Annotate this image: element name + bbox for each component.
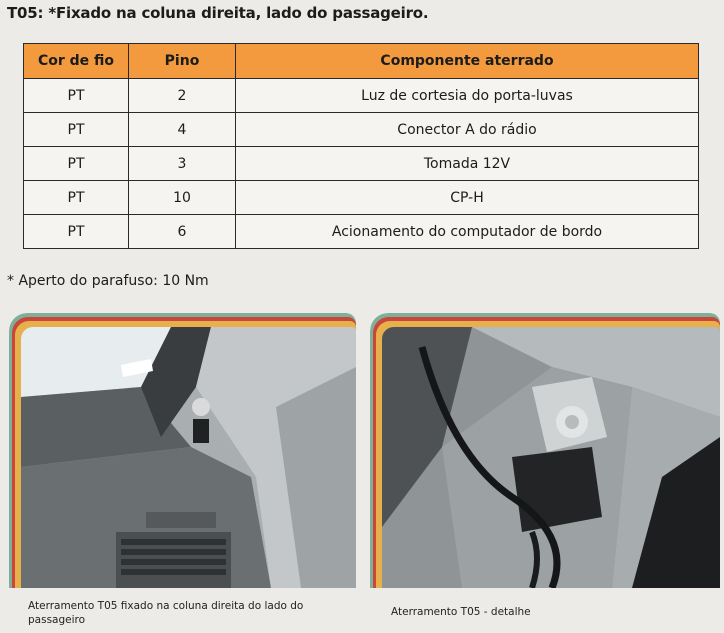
caption-right: Aterramento T05 - detalhe (391, 606, 531, 618)
photo-ground-detail (382, 327, 720, 588)
header-pin: Pino (129, 44, 236, 79)
table-row (24, 113, 699, 147)
torque-note: * Aperto do parafuso: 10 Nm (7, 273, 209, 289)
caption-left-line2: passageiro (28, 614, 86, 626)
cell-component: Conector A do rádio (236, 113, 699, 147)
caption-left-line1: Aterramento T05 fixado na coluna direita do lado do (28, 600, 304, 612)
cell-pin: 6 (129, 215, 236, 249)
table-row (24, 215, 699, 249)
header-wire-color: Cor de fio (24, 44, 129, 79)
cell-wire-color: PT (24, 181, 129, 215)
page-title: T05: *Fixado na coluna direita, lado do passageiro. (7, 4, 429, 22)
caption-left (28, 599, 303, 627)
cell-wire-color: PT (24, 215, 129, 249)
cell-pin: 2 (129, 79, 236, 113)
cell-pin: 3 (129, 147, 236, 181)
cell-wire-color: PT (24, 113, 129, 147)
header-component: Componente aterrado (236, 44, 699, 79)
photo-frame-right (370, 313, 720, 588)
table-header-row (24, 44, 699, 79)
ground-points-table (23, 43, 699, 249)
cell-component: Luz de cortesia do porta-luvas (236, 79, 699, 113)
table-row (24, 79, 699, 113)
table-row (24, 181, 699, 215)
cell-component: Acionamento do computador de bordo (236, 215, 699, 249)
cell-wire-color: PT (24, 79, 129, 113)
cell-wire-color: PT (24, 147, 129, 181)
cell-pin: 10 (129, 181, 236, 215)
photo-pillar-overview (21, 327, 356, 588)
photo-frame-left (9, 313, 356, 588)
table-row (24, 147, 699, 181)
cell-component: Tomada 12V (236, 147, 699, 181)
cell-pin: 4 (129, 113, 236, 147)
cell-component: CP-H (236, 181, 699, 215)
